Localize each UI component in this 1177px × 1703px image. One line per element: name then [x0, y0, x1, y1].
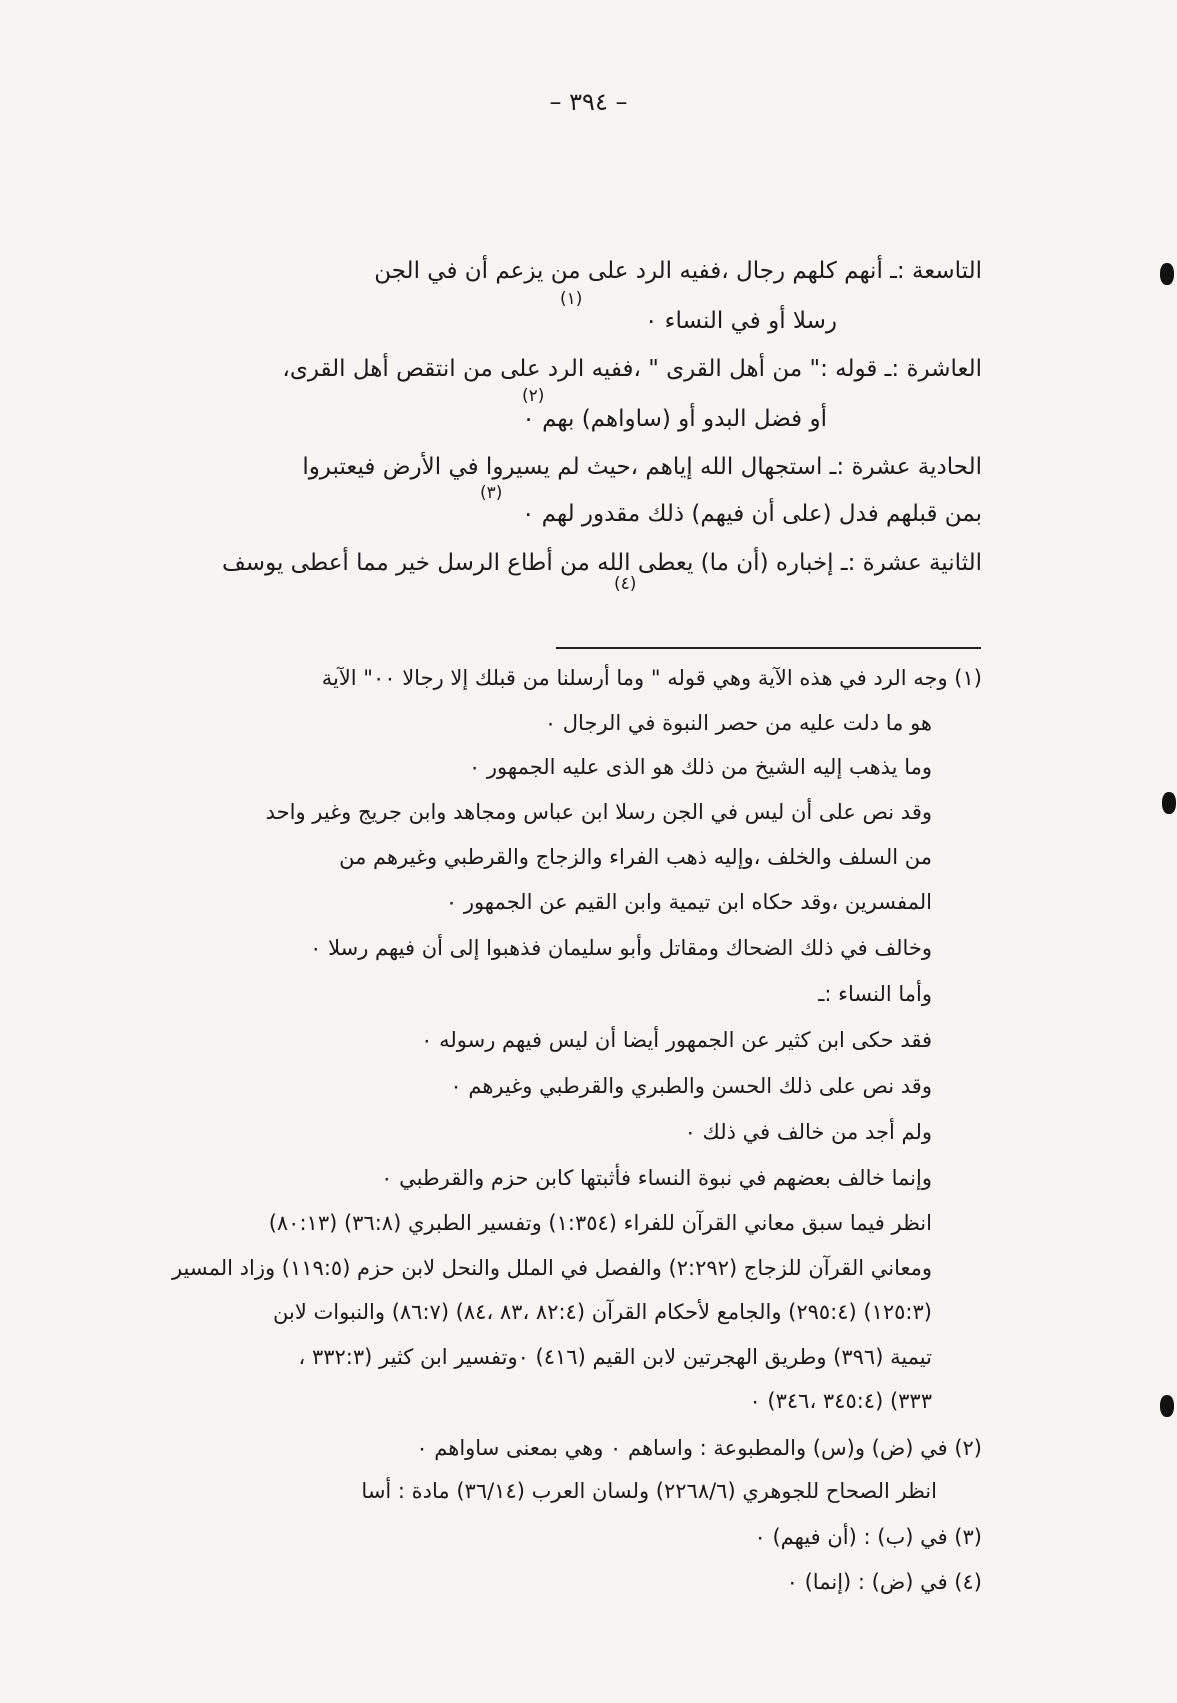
footnote-line: ولم أجد من خالف في ذلك ٠	[684, 1120, 932, 1144]
footnote-divider	[556, 647, 981, 649]
footnote-line: وخالف في ذلك الضحاك ومقاتل وأبو سليمان فذهبوا إلى أن فيهم رسلا ٠	[310, 936, 932, 960]
footnote-line: (٣) في (ب) : (أن فيهم) ٠	[754, 1525, 982, 1549]
footnote-line: وقد نص على أن ليس في الجن رسلا ابن عباس ومجاهد وابن جريج وغير واحد	[265, 800, 932, 824]
footnote-line: (١٢٥:٣) (٢٩٥:٤) والجامع لأحكام القرآن (٨٢:٤ ،٨٣ ،٨٤) (٨٦:٧) والنبوات لابن	[273, 1300, 932, 1324]
footnote-line: تيمية (٣٩٦) وطريق الهجرتين لابن القيم (٤١٦) ٠وتفسير ابن كثير (٣٣٢:٣ ،	[298, 1345, 932, 1369]
footnote-ref: (٢)	[522, 386, 545, 406]
footnote-line: وأما النساء :ـ	[818, 982, 932, 1006]
main-line: الحادية عشرة :ـ استجهال الله إياهم ،حيث لم يسيروا في الأرض فيعتبروا	[302, 454, 982, 480]
footnote-ref: (٣)	[480, 483, 503, 503]
footnote-line: وقد نص على ذلك الحسن والطبري والقرطبي وغيرهم ٠	[450, 1074, 932, 1098]
edge-mark	[1160, 1395, 1174, 1417]
footnote-line: انظر الصحاح للجوهري (٢٢٦٨/٦) ولسان العرب (٣٦/١٤) مادة : أسا	[361, 1479, 937, 1503]
edge-mark	[1160, 263, 1174, 285]
footnote-line: (٤) في (ض) : (إنما) ٠	[786, 1570, 982, 1594]
footnote-line: من السلف والخلف ،وإليه ذهب الفراء والزجاج والقرطبي وغيرهم من	[339, 845, 932, 869]
footnote-line: وما يذهب إليه الشيخ من ذلك هو الذى عليه الجمهور ٠	[468, 755, 932, 779]
footnote-line: وإنما خالف بعضهم في نبوة النساء فأثبتها كابن حزم والقرطبي ٠	[381, 1166, 932, 1190]
edge-mark	[1162, 792, 1176, 814]
footnote-line: (٢) في (ض) و(س) والمطبوعة : واساهم ٠ وهي بمعنى ساواهم ٠	[416, 1436, 982, 1460]
footnote-line: فقد حكى ابن كثير عن الجمهور أيضا أن ليس فيهم رسوله ٠	[421, 1028, 932, 1052]
footnote-ref: (١)	[560, 289, 583, 309]
page-number: – ٣٩٤ –	[549, 88, 628, 116]
main-line: بمن قبلهم فدل (على أن فيهم) ذلك مقدور لهم ٠	[522, 501, 982, 527]
footnote-line: انظر فيما سبق معاني القرآن للفراء (١:٣٥٤) وتفسير الطبري (٣٦:٨) (٨٠:١٣)	[268, 1211, 932, 1235]
main-line: العاشرة :ـ قوله :" من أهل القرى " ،ففيه الرد على من انتقص أهل القرى،	[282, 356, 982, 382]
main-line: الثانية عشرة :ـ إخباره (أن ما) يعطى الله من أطاع الرسل خير مما أعطى يوسف	[221, 550, 982, 576]
footnote-line: المفسرين ،وقد حكاه ابن تيمية وابن القيم عن الجمهور ٠	[445, 890, 932, 914]
footnote-line: هو ما دلت عليه من حصر النبوة في الرجال ٠	[544, 711, 932, 735]
footnote-line: ٣٣٣) (٣٤٥:٤ ،٣٤٦) ٠	[749, 1389, 932, 1413]
footnote-line: ومعاني القرآن للزجاج (٢:٢٩٢) والفصل في الملل والنحل لابن حزم (١١٩:٥) وزاد المسير	[171, 1256, 932, 1280]
footnote-ref: (٤)	[614, 574, 637, 594]
main-line: رسلا أو في النساء ٠	[644, 308, 837, 334]
main-line: التاسعة :ـ أنهم كلهم رجال ،ففيه الرد على من يزعم أن في الجن	[374, 258, 982, 284]
main-line: أو فضل البدو أو (ساواهم) بهم ٠	[522, 406, 827, 432]
footnote-line: (١) وجه الرد في هذه الآية وهي قوله " وما أرسلنا من قبلك إلا رجالا ٠٠" الآية	[321, 666, 982, 690]
